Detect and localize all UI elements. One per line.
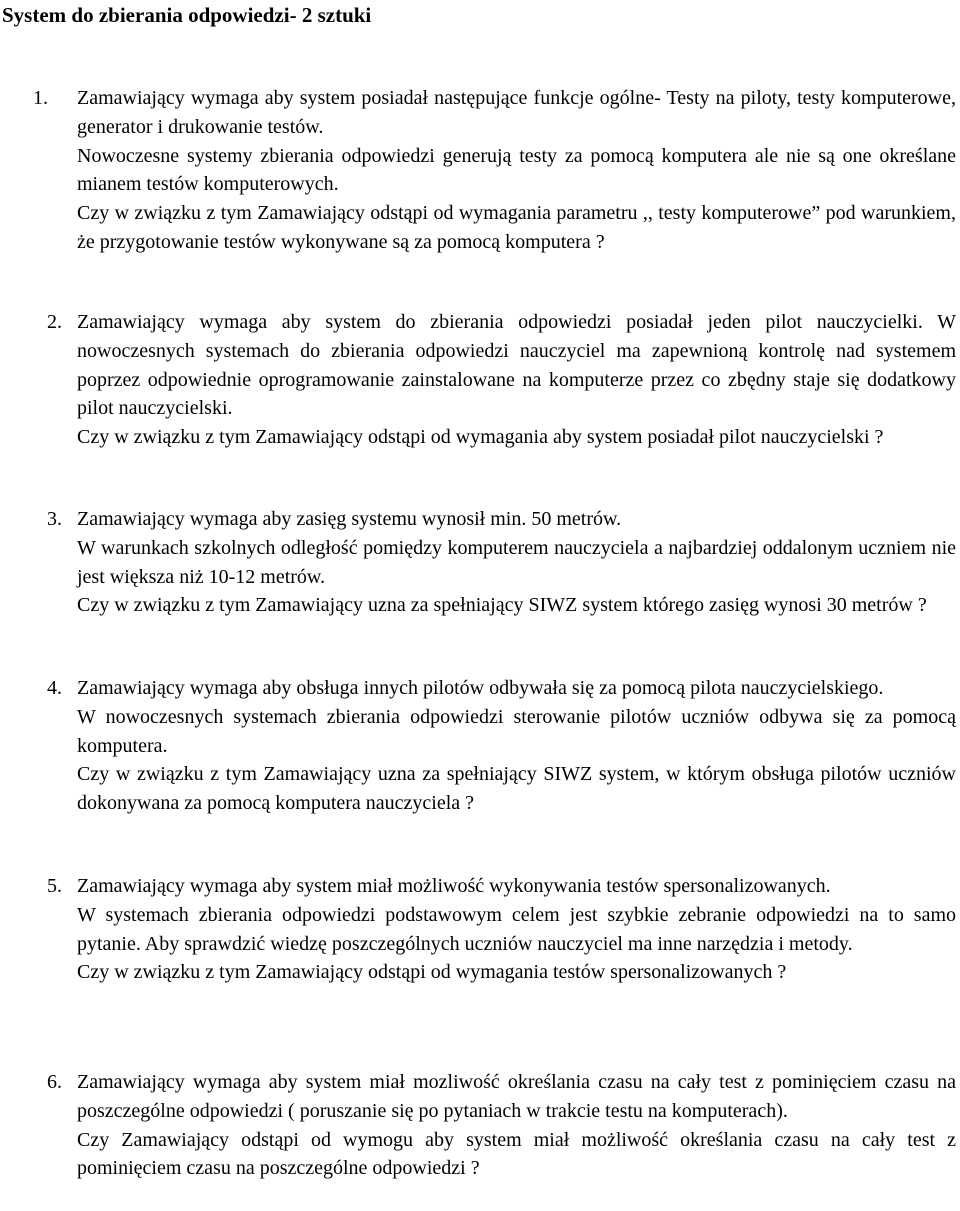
requirement-text: Zamawiający wymaga aby system miał mozliwość określania czasu na cały test z pominięciem czasu na poszczególne odpowiedzi ( poruszanie się po pytaniach w trakcie testu na komputerach). <box>77 1071 956 1122</box>
explanation-text: W systemach zbierania odpowiedzi podstawowym celem jest szybkie zebranie odpowiedzi na to samo pytanie. Aby sprawdzić wiedzę poszczególnych uczniów nauczyciel ma inne narzędzia i metody. <box>77 903 956 955</box>
requirement-text: Zamawiający wymaga aby system do zbierania odpowiedzi posiadał jeden pilot nauczycielki. W nowoczesnych systemach do zbierania odpowiedzi nauczyciel ma zapewnioną kontrolę nad systemem poprzez odpowiednie oprogramowanie zainstalowane na komputerze przez co zbędny staje się dodatkowy pilot nauczycielski. <box>77 311 956 420</box>
question-number: 5. <box>47 875 62 897</box>
question-body <box>77 84 956 257</box>
explanation-text: W nowoczesnych systemach zbierania odpowiedzi sterowanie pilotów uczniów odbywa się za pomocą komputera. <box>77 705 956 757</box>
requirement-text: Zamawiający wymaga aby system miał możliwość wykonywania testów spersonalizowanych. <box>77 875 831 897</box>
requirement-text: Zamawiający wymaga aby obsługa innych pilotów odbywała się za pomocą pilota nauczycielskiego. <box>77 677 884 699</box>
question-text: Czy Zamawiający odstąpi od wymogu aby system miał możliwość określania czasu na cały test z pominięciem czasu na poszczególne odpowiedzi ? <box>77 1128 956 1180</box>
question-body <box>77 505 956 620</box>
question-number: 2. <box>47 311 62 333</box>
explanation-text: W warunkach szkolnych odległość pomiędzy komputerem nauczyciela a najbardziej oddalonym uczniem nie jest większa niż 10-12 metrów. <box>77 536 956 588</box>
question-body <box>77 872 956 987</box>
question-text: Czy w związku z tym Zamawiający uzna za spełniający SIWZ system, w którym obsługa pilotów uczniów dokonywana za pomocą komputera nauczyciela ? <box>77 763 956 815</box>
question-number: 3. <box>47 508 62 530</box>
question-body <box>77 308 956 452</box>
explanation-text: Nowoczesne systemy zbierania odpowiedzi generują testy za pomocą komputera ale nie są one określane mianem testów komputerowych. <box>77 144 956 196</box>
question-body <box>77 1068 956 1183</box>
question-number: 1. <box>33 87 48 109</box>
question-text: Czy w związku z tym Zamawiający uzna za spełniający SIWZ system którego zasięg wynosi 30 metrów ? <box>77 594 927 617</box>
question-number: 4. <box>47 677 62 699</box>
question-text: Czy w związku z tym Zamawiający odstąpi od wymagania testów spersonalizowanych ? <box>77 961 787 984</box>
document-title: System do zbierania odpowiedzi- 2 sztuki <box>2 3 372 27</box>
requirement-text: Zamawiający wymaga aby zasięg systemu wynosił min. 50 metrów. <box>77 508 622 530</box>
requirement-text: Zamawiający wymaga aby system posiadał następujące funkcje ogólne- Testy na piloty, testy komputerowe, generator i drukowanie testów. <box>77 87 956 138</box>
question-number: 6. <box>47 1071 62 1093</box>
question-text: Czy w związku z tym Zamawiający odstąpi od wymagania aby system posiadał pilot nauczycielski ? <box>77 426 884 449</box>
question-body <box>77 674 956 818</box>
question-text: Czy w związku z tym Zamawiający odstąpi od wymagania parametru ,, testy komputerowe” pod warunkiem, że przygotowanie testów wykonywane są za pomocą komputera ? <box>77 202 956 253</box>
